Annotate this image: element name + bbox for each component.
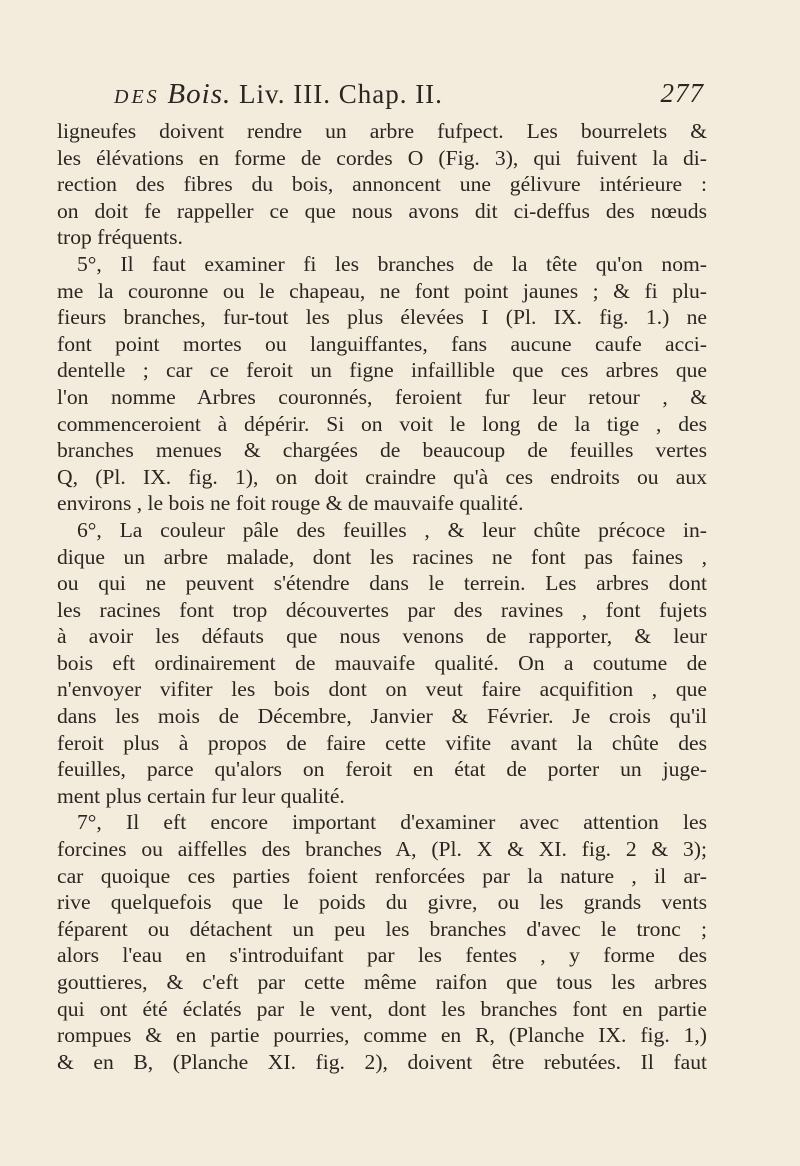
text-line: ou qui ne peuvent s'étendre dans le terrein. Les arbres dont [57, 571, 707, 596]
text-line: les élévations en forme de cordes O (Fig. 3), qui fuivent la di- [57, 145, 707, 170]
text-line: on doit fe rappeller ce que nous avons dit ci-deffus des nœuds [57, 198, 707, 223]
text-line: 6°, La couleur pâle des feuilles , & leur chûte précoce in- [77, 517, 707, 542]
running-header [114, 78, 704, 118]
text-line: me la couronne ou le chapeau, ne font point jaunes ; & fi plu- [57, 278, 707, 303]
text-line: n'envoyer vifiter les bois dont on veut faire acquifition , que [57, 677, 707, 702]
text-line: alors l'eau en s'introduifant par les fentes , y forme des [57, 943, 707, 968]
text-line: rive quelquefois que le poids du givre, ou les grands vents [57, 890, 707, 915]
text-line: fieurs branches, fur-tout les plus élevées I (Pl. IX. fig. 1.) ne [57, 305, 707, 330]
text-line: feroit plus à propos de faire cette vifite avant la chûte des [57, 730, 707, 755]
text-line: dique un arbre malade, dont les racines ne font pas faines , [57, 544, 707, 569]
running-title [114, 78, 443, 111]
text-line: forcines ou aiffelles des branches A, (Pl. X & XI. fig. 2 & 3); [57, 837, 707, 862]
text-line: ligneufes doivent rendre un arbre fufpect. Les bourrelets & [57, 119, 707, 143]
text-line: qui ont été éclatés par le vent, dont les branches font en partie [57, 996, 707, 1021]
text-line: rection des fibres du bois, annoncent une gélivure intérieure : [57, 172, 707, 197]
text-line: gouttieres, & c'eft par cette même raifon que tous les arbres [57, 970, 707, 994]
text-line: rompues & en partie pourries, comme en R, (Planche IX. fig. 1,) [57, 1023, 707, 1048]
text-line: car quoique ces parties foient renforcées par la nature , il ar- [57, 863, 707, 888]
text-line: à avoir les défauts que nous venons de rapporter, & leur [57, 624, 707, 649]
running-title-bois: Bois. [167, 78, 232, 110]
text-line: dentelle ; car ce feroit un figne infaillible que ces arbres que [57, 358, 707, 383]
text-line: environs , le bois ne foit rouge & de mauvaife qualité. [57, 491, 524, 516]
text-line: 5°, Il faut examiner fi les branches de la tête qu'on nom- [77, 251, 707, 276]
text-line: l'on nomme Arbres couronnés, feroient fur leur retour , & [57, 384, 707, 409]
text-line: trop fréquents. [57, 225, 183, 250]
running-title-chapter: Liv. III. Chap. II. [238, 79, 443, 109]
text-line: bois eft ordinairement de mauvaife qualité. On a coutume de [57, 650, 707, 675]
running-title-des: DES [114, 86, 160, 108]
page-number: 277 [660, 78, 704, 108]
text-line: & en B, (Planche XI. fig. 2), doivent être rebutées. Il faut [57, 1049, 707, 1074]
text-line: commenceroient à dépérir. Si on voit le long de la tige , des [57, 411, 707, 436]
text-line: font point mortes ou languiffantes, fans aucune caufe acci- [57, 331, 707, 356]
text-line: branches menues & chargées de beaucoup de feuilles vertes [57, 438, 707, 463]
text-line: les racines font trop découvertes par des ravines , font fujets [57, 597, 707, 622]
text-line: Q, (Pl. IX. fig. 1), on doit craindre qu'à ces endroits ou aux [57, 464, 707, 489]
text-line: dans les mois de Décembre, Janvier & Février. Je crois qu'il [57, 704, 707, 729]
text-line: feuilles, parce qu'alors on feroit en état de porter un juge- [57, 757, 707, 782]
text-line: 7°, Il eft encore important d'examiner avec attention les [77, 810, 707, 835]
text-line: ment plus certain fur leur qualité. [57, 783, 345, 808]
text-line: féparent ou détachent un peu les branches d'avec le tronc ; [57, 916, 707, 941]
body-text [57, 118, 707, 1075]
